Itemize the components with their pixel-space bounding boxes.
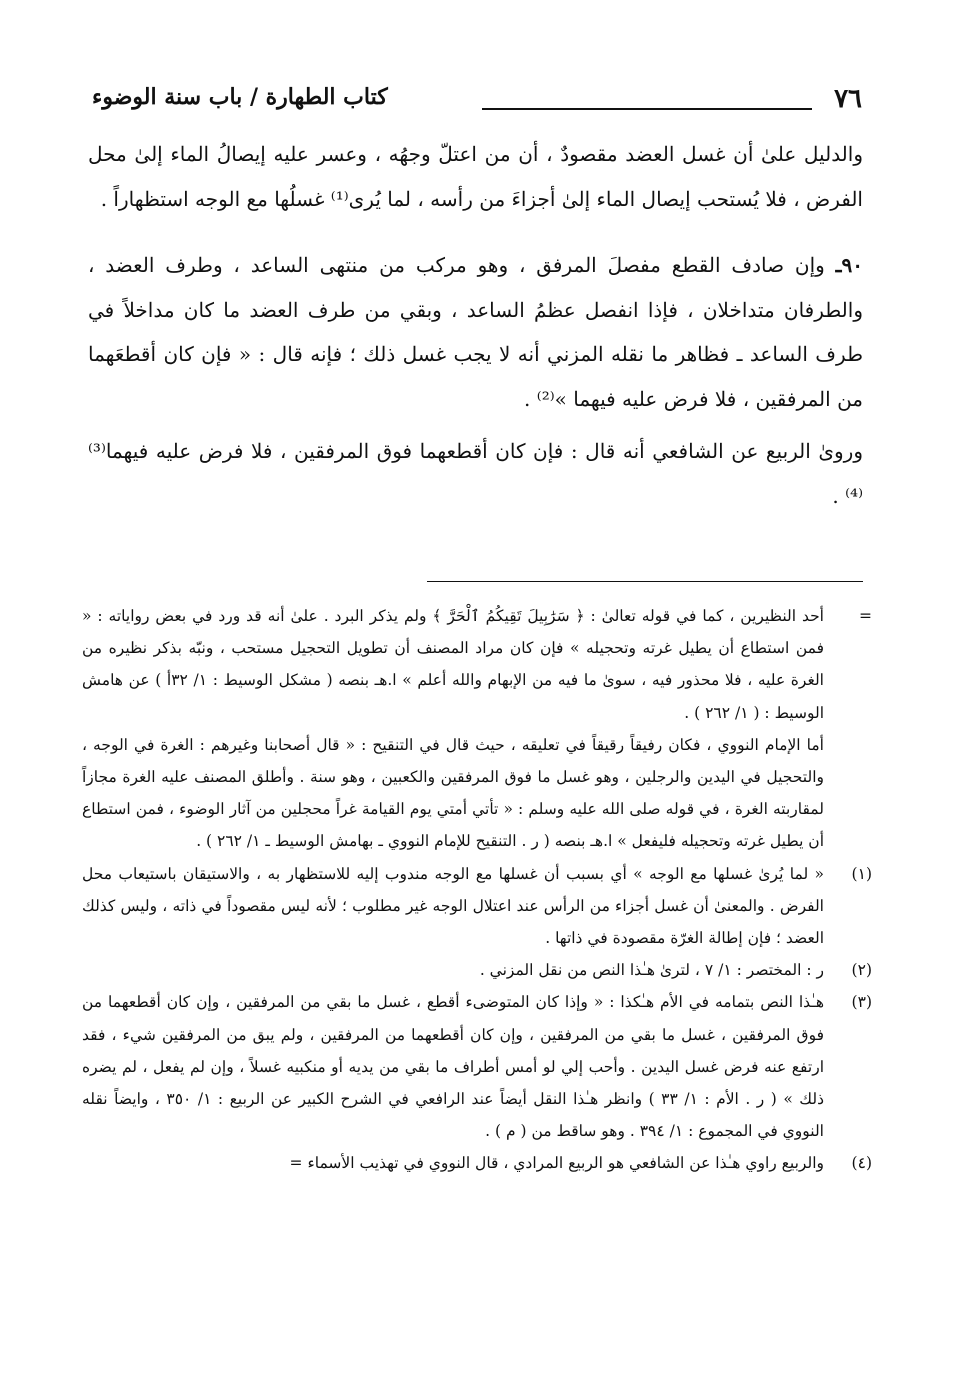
footnote-text: هـٰذا النص بتمامه في الأم هـٰكذا : « وإذا كان المتوضىء أقطع ، غسل ما بقي من المرفقين ، وإن كان أقطعهما من فوق المرفقين ، غسل ما بقي من المرفقين ، وإن كان أقطعهما من المرفقين ، ولم يبق من المرفقين شيء ، فقد ارتفع عنه فرض غسل اليدين . وأحب إلي لو أمس أطراف ما بقي من يديه أو منكبيه غسلاً ، وإن لم يفعل ، لم يضره ذلك » ( ر . الأم : ١/ ٣٣ ) وانظر هـٰذا النقل أيضاً عند الرافعي في الشرح الكبير عن الربيع : ١/ ٣٥٠ ، وايضاً نقله النووي في المجموع : ١/ ٣٩٤ . وهو ساقط من ( م ) . <box>82 993 824 1141</box>
paragraph-90 <box>88 243 863 421</box>
footnote-marker: (٢) <box>851 961 872 980</box>
paragraph-90-text: وإن صادف القطع مفصلَ المرفق ، وهو مركب من منتهى الساعد ، وطرف العضد ، والطرفان متداخلان ، فإذا انفصل عظمُ الساعد ، وبقي من طرف العضد ما كان مداخلاً في طرف الساعد ـ فظاهر ما نقله المزني أنه لا يجب غسل ذلك ؛ فإنه قال : « فإن كان أقطعَهما من المرفقين ، فلا فرض عليه فيهما »⁽²⁾ . <box>88 253 863 411</box>
footnote-continuation <box>82 600 872 858</box>
footnote-text <box>82 1147 824 1179</box>
footnotes <box>82 600 872 1180</box>
footnote-text: ر : المختصر : ١/ ٧ ، لترىٰ هـٰذا النص من نقل المزني . <box>479 961 824 980</box>
footnote-marker: (٤) <box>851 1154 872 1173</box>
footnote-3 <box>82 986 872 1147</box>
continuation-paragraph-1: أحد النظيرين ، كما في قوله تعالىٰ : ﴿ سَرَٰبِيلَ تَقِيكُمُ ٱلْحَرَّ ﴾ ولم يذكر البرد . علىٰ أنه قد ورد في بعض رواياته : « فمن استطاع أن يطيل غرته وتحجيله » فإن كان مراد المصنف أن تطويل التحجيل مستحب ، ونبّه بذكر نظيره من الغرة عليه ، فلا محذور فيه ، سوىٰ ما فيه من الإبهام والله أعلم » ا.هـ بنصه ( مشكل الوسيط : ١/ ٣٢أ ) عن هامش الوسيط : ( ١/ ٢٦٢ ) . <box>82 607 824 722</box>
main-text <box>88 132 863 518</box>
continuation-paragraph-2: أما الإمام النووي ، فكان رفيقاً رقيقاً في تعليقه ، حيث قال في التنقيح : « قال أصحابنا وغيرهم : الغرة في الوجه ، والتحجيل في اليدين والرجلين ، وهو غسل ما فوق المرفقين والكعبين ، وهو سنة . وأطلق المصنف عليه الغرة مجازاً لمقاربته الغرة ، في قوله صلى الله عليه وسلم : « تأتي أمتي يوم القيامة غراً محجلين من آثار الوضوء ، فمن استطاع أن يطيل غرته وتحجيله فليفعل » ا.هـ بنصه ( ر . التنقيح للإمام النووي ـ بهامش الوسيط ـ ١/ ٢٦٢ ) . <box>82 735 824 851</box>
footnote-text: « لما يُرىٰ غسلها مع الوجه » أي بسبب أن غسلها مع الوجه مندوب إليه للاستظهار به ، والاستيقان باستيعاب محل الفرض . والمعنىٰ أن غسل أجزاء من الرأس عند اعتلال الوجه غير مطلوب ؛ لأنه ليس مقصوداً في ذاته ، وليس كذلك العضد ؛ فإن إطالة الغرّة مقصودة في ذاتها . <box>82 864 824 948</box>
paragraph-1: والدليل علىٰ أن غسل العضد مقصودٌ ، أن من اعتلّ وجهُه ، وعسر عليه إيصالُ الماء إلىٰ محل الفرض ، فلا يُستحب إيصال الماء إلىٰ أجزاءَ من رأسه ، لما يُرى⁽¹⁾ غسلُها مع الوجه استظهاراً . <box>88 142 863 211</box>
footnote-1 <box>82 858 872 955</box>
header-rule <box>482 108 812 110</box>
paragraph-3: وروىٰ الربيع عن الشافعي أنه قال : فإن كان أقطعهما فوق المرفقين ، فلا فرض عليه فيهما⁽³⁾ ⁽⁴⁾ . <box>88 439 863 508</box>
footnote-2 <box>82 954 872 986</box>
page-header <box>92 84 862 124</box>
footnote-4 <box>82 1147 872 1179</box>
footnote-marker: (٣) <box>851 993 872 1012</box>
page-number: ٧٦ <box>834 84 862 114</box>
continued-marker: = <box>289 1154 303 1173</box>
footnote-4-text: والربيع راوي هـٰذا عن الشافعي هو الربيع المرادي ، قال النووي في تهذيب الأسماء <box>307 1154 824 1173</box>
footnote-marker: (١) <box>851 864 872 883</box>
footnote-separator <box>427 581 863 582</box>
running-title: كتاب الطهارة / باب سنة الوضوء <box>92 84 388 110</box>
continuation-marker: = <box>859 607 872 625</box>
paragraph-number: ٩٠ـ <box>835 253 864 277</box>
